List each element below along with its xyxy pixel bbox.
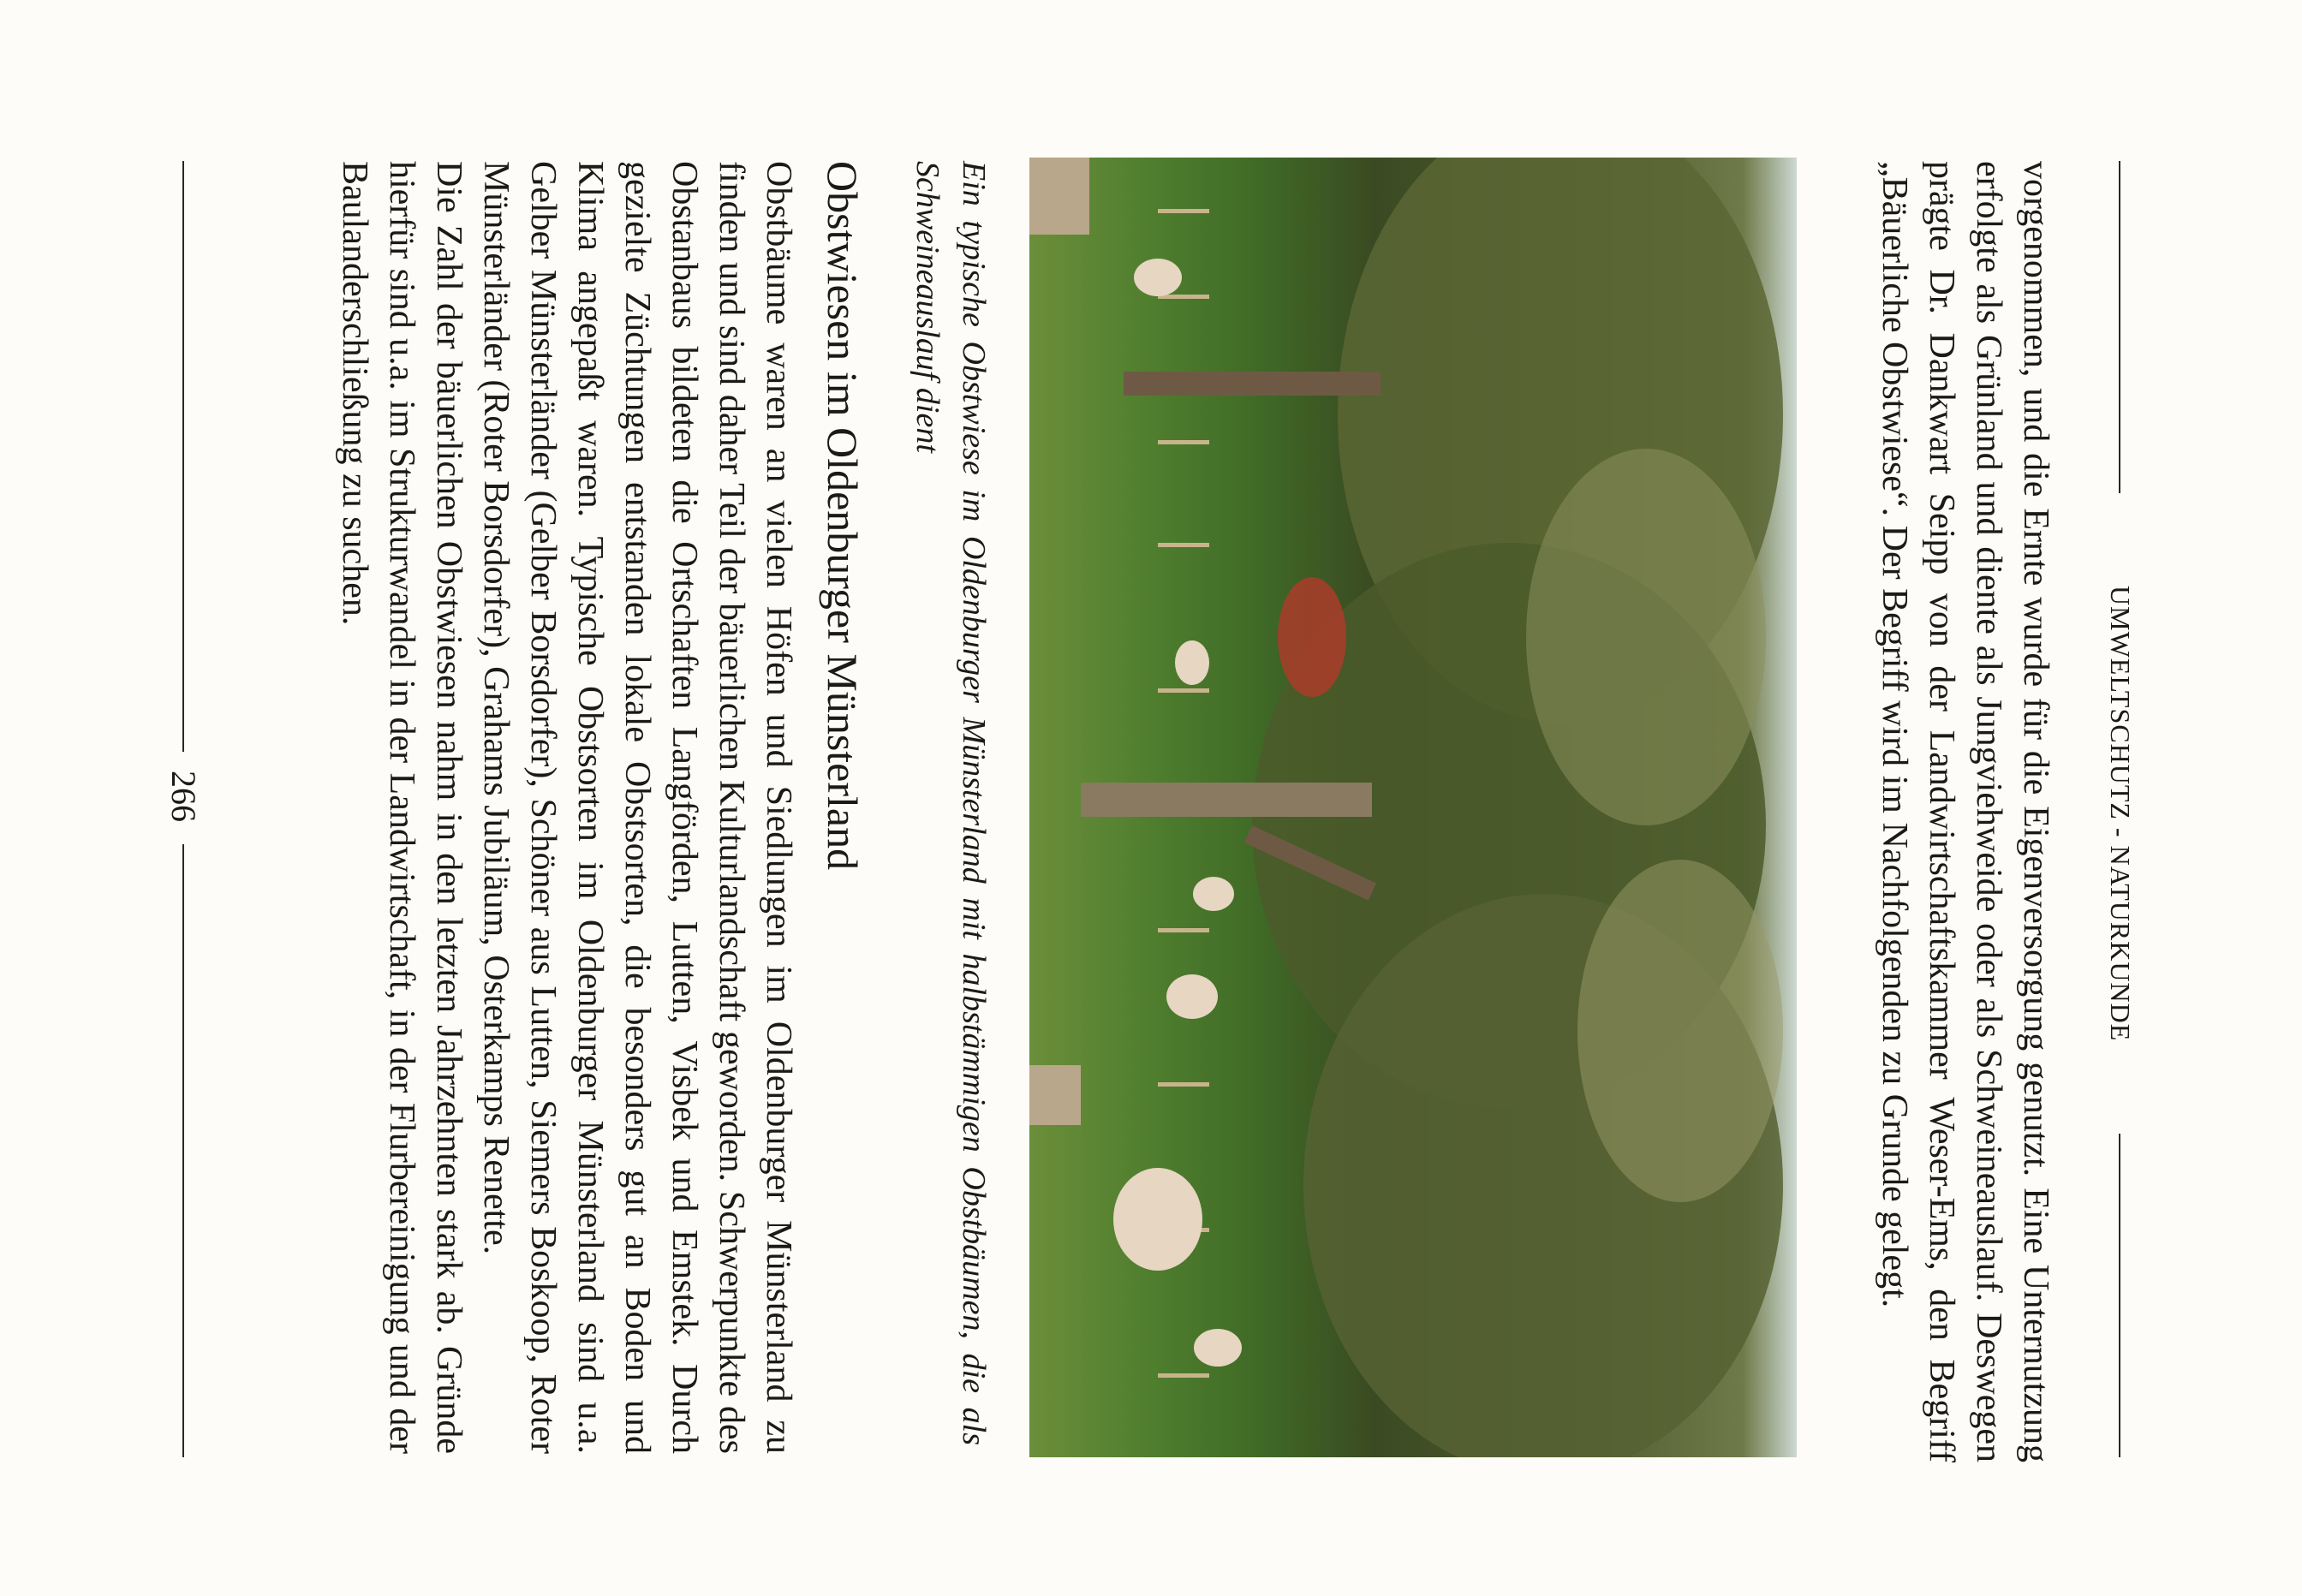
running-head: UMWELTSCHUTZ - NATURKUNDE (2105, 585, 2136, 1042)
body-paragraph: Obstbäume waren an vielen Höfen und Siedlungen im Oldenburger Münsterland zu finden und sind daher Teil der bäuerlichen Kulturlandschaft geworden. Schwerpunkte des Obstanbaus bildeten die Ortschaften Langförden, Lutten, Visbek und Emstek. Durch gezielte Züchtungen entstanden lokale Obstsorten, die besonders gut an Boden und Klima angepaßt waren. Typische Obstsorten im Oldenburger Münsterland sind u.a. Gelber Münsterländer (Gelber Borsdorfer), Schöner aus Lutten, Siemers Boskoop, Roter Münsterländer (Roter Borsdorfer), Grahams Jubiläum, Osterkamps Renette. (476, 161, 798, 1454)
footer-rule-top (182, 161, 184, 752)
orchard-photo-illustration (1029, 158, 1797, 1457)
intro-paragraph: vorgenommen, und die Ernte wurde für die Eigenversorgung genutzt. Eine Unternutzung erfolgte als Grünland und diente als Jungviehweide oder als Schweineauslauf. Deswegen prägte Dr. Dankwart Seipp von der Landwirtschaftskammer Weser-Ems, den Begriff „Bäuerliche Obstwiese“. Der Begriff wird im Nachfolgenden zu Grunde gelegt. (1875, 161, 2055, 1462)
body-paragraph: Die Zahl der bäuerlichen Obstwiesen nahm in den letzten Jahrzehnten stark ab. Gründe hierfür sind u.a. im Strukturwandel in der Landwirtschaft, in der Flurbereinigung und der Baulanderschließung zu suchen. (335, 161, 468, 1454)
body-text (230, 161, 802, 1454)
header-rule-top (2119, 161, 2120, 493)
page-number: 266 (164, 771, 203, 822)
photo-caption: Ein typische Obstwiese im Oldenburger Münsterland mit halbstämmigen Obstbäumen, die als Schweineauslauf dient (909, 161, 992, 1445)
orchard-photo (1029, 158, 1797, 1457)
footer-rule-bottom (182, 844, 184, 1457)
section-heading: Obstwiesen im Oldenburger Münsterland (819, 161, 867, 871)
header-rule-bottom (2119, 1134, 2120, 1457)
